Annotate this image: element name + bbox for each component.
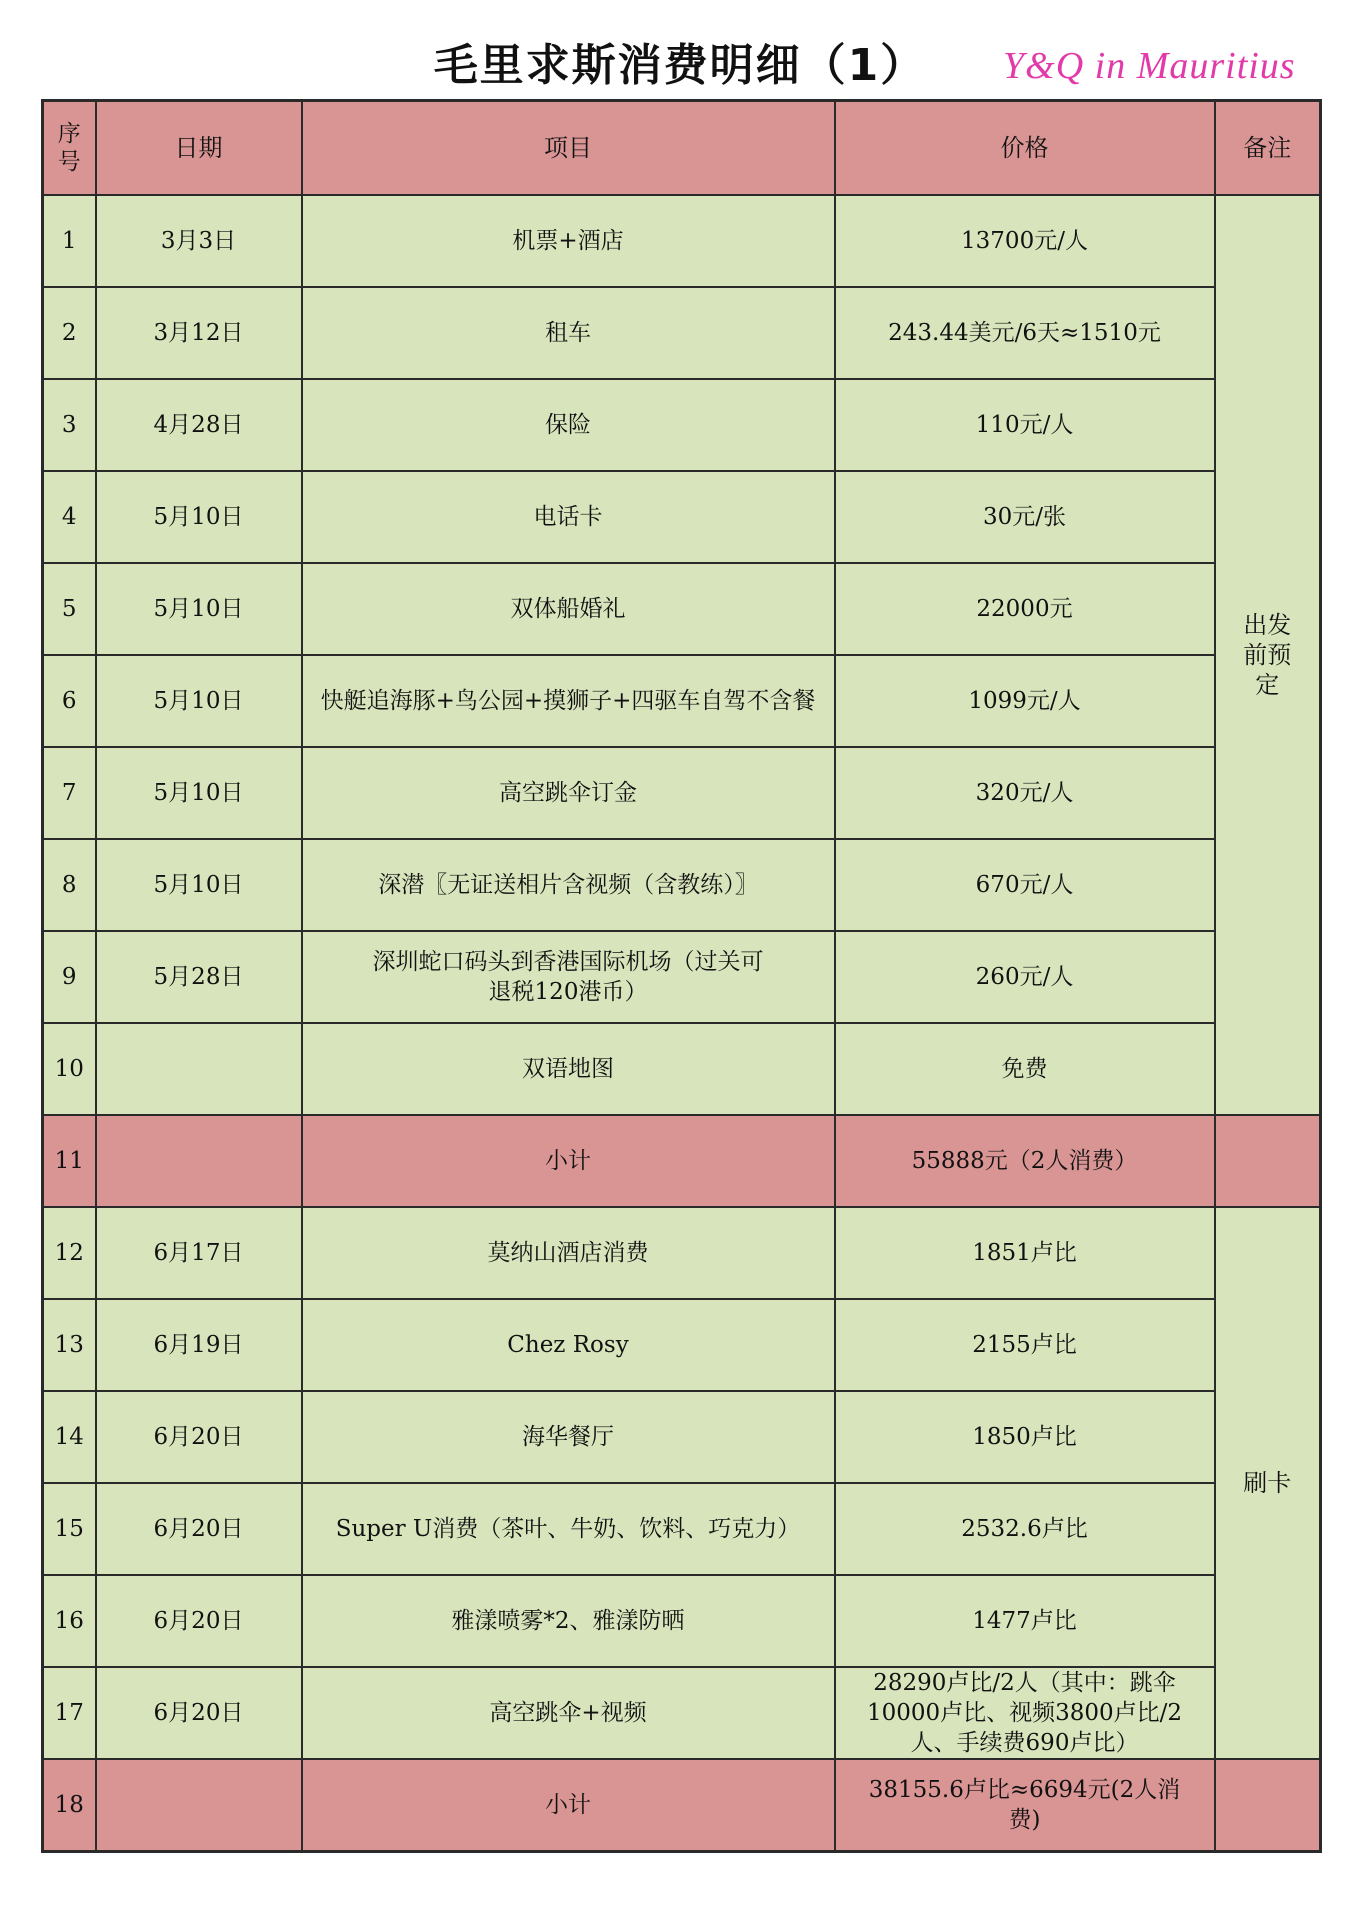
table-row: [43, 747, 1321, 839]
row-item: 莫纳山酒店消费: [302, 1207, 835, 1299]
row-no: 1: [43, 195, 96, 287]
column-header-item: 项目: [302, 101, 835, 196]
column-header-no: 序号: [43, 101, 96, 196]
row-no: 15: [43, 1483, 96, 1575]
row-item: Chez Rosy: [302, 1299, 835, 1391]
page-title: 毛里求斯消费明细（1）: [433, 40, 927, 91]
table-row: [43, 1667, 1321, 1759]
table-row: [43, 195, 1321, 287]
row-item: 雅漾喷雾*2、雅漾防晒: [302, 1575, 835, 1667]
row-item: 深潜〖无证送相片含视频（含教练）〗: [302, 839, 835, 931]
table-row: [43, 1575, 1321, 1667]
row-price: 260元/人: [835, 931, 1215, 1023]
row-price: 2155卢比: [835, 1299, 1215, 1391]
row-date: [96, 1759, 302, 1852]
row-price: 38155.6卢比≈6694元(2人消费): [835, 1759, 1215, 1852]
row-no: 4: [43, 471, 96, 563]
row-price: 1099元/人: [835, 655, 1215, 747]
row-date: 6月20日: [96, 1391, 302, 1483]
table-row: [43, 1023, 1321, 1115]
row-item: Super U消费（茶叶、牛奶、饮料、巧克力）: [302, 1483, 835, 1575]
row-no: 17: [43, 1667, 96, 1759]
brand-signature: Y&Q in Mauritius: [1003, 45, 1296, 87]
note-card-payment: 刷卡: [1215, 1207, 1321, 1759]
column-header-note: 备注: [1215, 101, 1321, 196]
table-row: [43, 1391, 1321, 1483]
table-row: [43, 379, 1321, 471]
row-price: 2532.6卢比: [835, 1483, 1215, 1575]
row-no: 11: [43, 1115, 96, 1207]
row-item: 电话卡: [302, 471, 835, 563]
row-no: 13: [43, 1299, 96, 1391]
row-item: 双语地图: [302, 1023, 835, 1115]
row-no: 6: [43, 655, 96, 747]
row-item: 高空跳伞+视频: [302, 1667, 835, 1759]
row-note-empty: [1215, 1759, 1321, 1852]
note-pre-departure: 出发前预定: [1215, 195, 1321, 1115]
table-row: [43, 1483, 1321, 1575]
row-date: 5月28日: [96, 931, 302, 1023]
subtotal-row: [43, 1759, 1321, 1852]
row-price: 55888元（2人消费）: [835, 1115, 1215, 1207]
table-row: [43, 1207, 1321, 1299]
row-no: 2: [43, 287, 96, 379]
row-date: 3月12日: [96, 287, 302, 379]
table-row: [43, 839, 1321, 931]
row-item: 机票+酒店: [302, 195, 835, 287]
expense-table: [41, 99, 1322, 1853]
table-row: [43, 471, 1321, 563]
row-date: 6月20日: [96, 1575, 302, 1667]
row-item: 小计: [302, 1115, 835, 1207]
row-date: 5月10日: [96, 471, 302, 563]
row-price: 1850卢比: [835, 1391, 1215, 1483]
row-item: 海华餐厅: [302, 1391, 835, 1483]
row-date: 6月19日: [96, 1299, 302, 1391]
row-price: 免费: [835, 1023, 1215, 1115]
row-date: [96, 1115, 302, 1207]
row-price: 670元/人: [835, 839, 1215, 931]
subtotal-row: [43, 1115, 1321, 1207]
row-no: 5: [43, 563, 96, 655]
row-no: 10: [43, 1023, 96, 1115]
row-price: 1851卢比: [835, 1207, 1215, 1299]
row-date: 4月28日: [96, 379, 302, 471]
row-no: 9: [43, 931, 96, 1023]
table-row: [43, 287, 1321, 379]
column-header-price: 价格: [835, 101, 1215, 196]
row-no: 18: [43, 1759, 96, 1852]
row-no: 16: [43, 1575, 96, 1667]
row-no: 3: [43, 379, 96, 471]
row-price: 243.44美元/6天≈1510元: [835, 287, 1215, 379]
row-no: 12: [43, 1207, 96, 1299]
row-price: 13700元/人: [835, 195, 1215, 287]
row-date: 6月20日: [96, 1667, 302, 1759]
row-price: 30元/张: [835, 471, 1215, 563]
row-date: 6月20日: [96, 1483, 302, 1575]
table-row: [43, 1299, 1321, 1391]
row-date: 5月10日: [96, 655, 302, 747]
row-price: 320元/人: [835, 747, 1215, 839]
row-price: 110元/人: [835, 379, 1215, 471]
table-row: [43, 931, 1321, 1023]
row-date: [96, 1023, 302, 1115]
row-price: 28290卢比/2人（其中：跳伞10000卢比、视频3800卢比/2人、手续费690卢比）: [835, 1667, 1215, 1759]
row-item: 双体船婚礼: [302, 563, 835, 655]
row-date: 5月10日: [96, 563, 302, 655]
row-item: 高空跳伞订金: [302, 747, 835, 839]
table-row: [43, 655, 1321, 747]
row-item: 保险: [302, 379, 835, 471]
row-no: 7: [43, 747, 96, 839]
row-date: 5月10日: [96, 747, 302, 839]
row-no: 14: [43, 1391, 96, 1483]
row-item: 深圳蛇口码头到香港国际机场（过关可退税120港币）: [302, 931, 835, 1023]
column-header-date: 日期: [96, 101, 302, 196]
row-price: 1477卢比: [835, 1575, 1215, 1667]
row-price: 22000元: [835, 563, 1215, 655]
row-item: 小计: [302, 1759, 835, 1852]
row-note-empty: [1215, 1115, 1321, 1207]
row-no: 8: [43, 839, 96, 931]
row-date: 5月10日: [96, 839, 302, 931]
row-date: 6月17日: [96, 1207, 302, 1299]
table-row: [43, 563, 1321, 655]
row-item: 快艇追海豚+鸟公园+摸狮子+四驱车自驾不含餐: [302, 655, 835, 747]
row-date: 3月3日: [96, 195, 302, 287]
table-header-row: [43, 101, 1321, 196]
row-item: 租车: [302, 287, 835, 379]
